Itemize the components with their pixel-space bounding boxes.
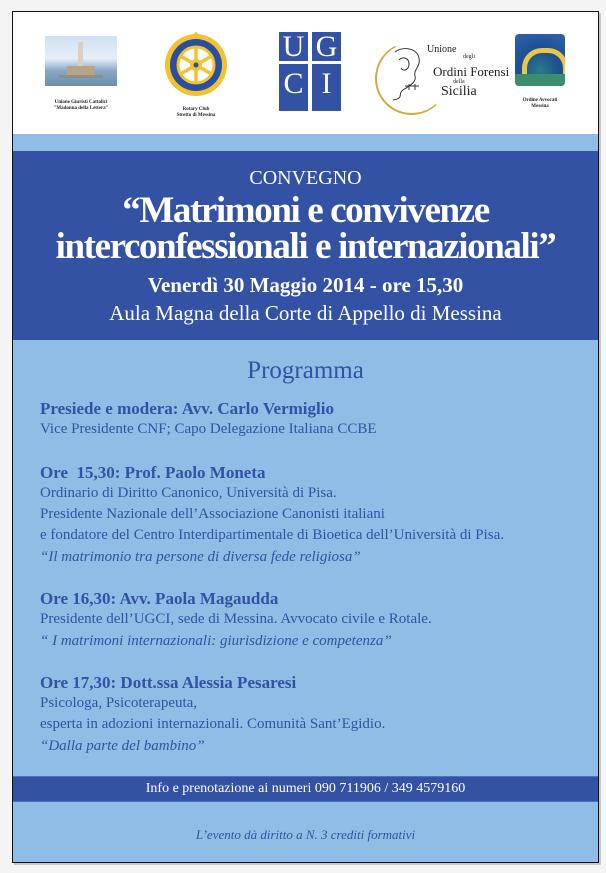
banner-title-line1: “Matrimoni e convivenze [122,190,489,231]
program-item-1530 [40,463,590,569]
ugci-letter: G [312,32,341,61]
flyer [12,11,599,863]
program-item-line: Vice Presidente CNF; Capo Delegazione Italiana CCBE [40,421,377,437]
ugci-letter: C [279,64,308,111]
program-item-line: Presidente dell’UGCI, sede di Messina. Avvocato civile e Rotale. [40,611,432,627]
program-item-line: Presidente Nazionale dell’Associazione Canonisti italiani [40,506,385,522]
banner-title [13,190,598,267]
program-item-moderator [40,399,590,440]
logo-caption-line: Unione Giuristi Cattolici [54,100,108,105]
uof-text: Ordini Forensi [433,64,510,79]
madonna-della-lettera-photo-icon [45,36,117,86]
ugci-letter: U [279,32,308,61]
program-item-heading: Presiede e modera: Avv. Carlo Vermiglio [40,399,334,418]
program-item-heading: Ore 16,30: Avv. Paola Magaudda [40,589,279,608]
uof-text: degli [463,54,475,60]
info-bar: Info e prenotazione ai numeri 090 711906 / 349 4579160 [13,776,598,802]
messina-port-emblem-icon [515,34,565,86]
title-banner [13,151,598,340]
program-item-line: e fondatore del Centro Interdipartimentale di Bioetica dell’Università di Pisa. [40,527,505,543]
logo-caption-line: Stretto di Messina [176,113,216,118]
uof-text: della [453,79,465,85]
logo-caption-line: Rotary Club [182,107,210,112]
uof-text: Unione [427,44,457,55]
program-item-1630 [40,589,590,653]
credits-note: L’evento dà diritto a N. 3 crediti formativi [195,827,416,842]
banner-venue: Aula Magna della Corte di Appello di Messina [109,301,502,325]
logo-rotary-club [161,32,231,119]
program-item-line: esperta in adozioni internazionali. Comunità Sant’Egidio. [40,716,386,732]
logo-unione-giuristi-cattolici [39,36,123,112]
program-item-line: Ordinario di Diritto Canonico, Università di Pisa. [40,485,337,501]
banner-kicker: CONVEGNO [249,167,362,189]
program-item-talk: “Dalla parte del bambino” [40,738,205,754]
divider-strip [13,134,598,151]
program-heading: Programma [247,357,364,384]
banner-date: Venerdì 30 Maggio 2014 - ore 15,30 [147,273,464,297]
logo-ordine-avvocati-messina [507,34,573,110]
trinacria-head-icon [385,46,429,102]
logo-ugci [279,32,341,112]
program-item-talk: “ I matrimoni internazionali: giurisdizione e competenza” [40,633,392,649]
logo-header [13,12,598,134]
program-item-heading: Ore 15,30: Prof. Paolo Moneta [40,463,266,482]
uof-text: Sicilia [441,84,477,99]
logo-caption-line: Messina [531,104,549,109]
logo-unione-ordini-forensi-sicilia [371,36,511,116]
program-item-line: Psicologa, Psicoterapeuta, [40,695,198,711]
rotary-wheel-emblem-icon [163,32,229,98]
program-item-talk: “Il matrimonio tra persone di diversa fede religiosa” [40,549,361,565]
logo-caption-line: Ordine Avvocati [522,98,558,103]
program-item-heading: Ore 17,30: Dott.ssa Alessia Pesaresi [40,673,297,692]
logo-caption-line: "Madonna della Lettera" [53,106,109,111]
ugci-letter: I [312,64,341,111]
program-item-1730 [40,673,590,758]
banner-title-line2: interconfessionali e internazionali” [55,226,556,267]
